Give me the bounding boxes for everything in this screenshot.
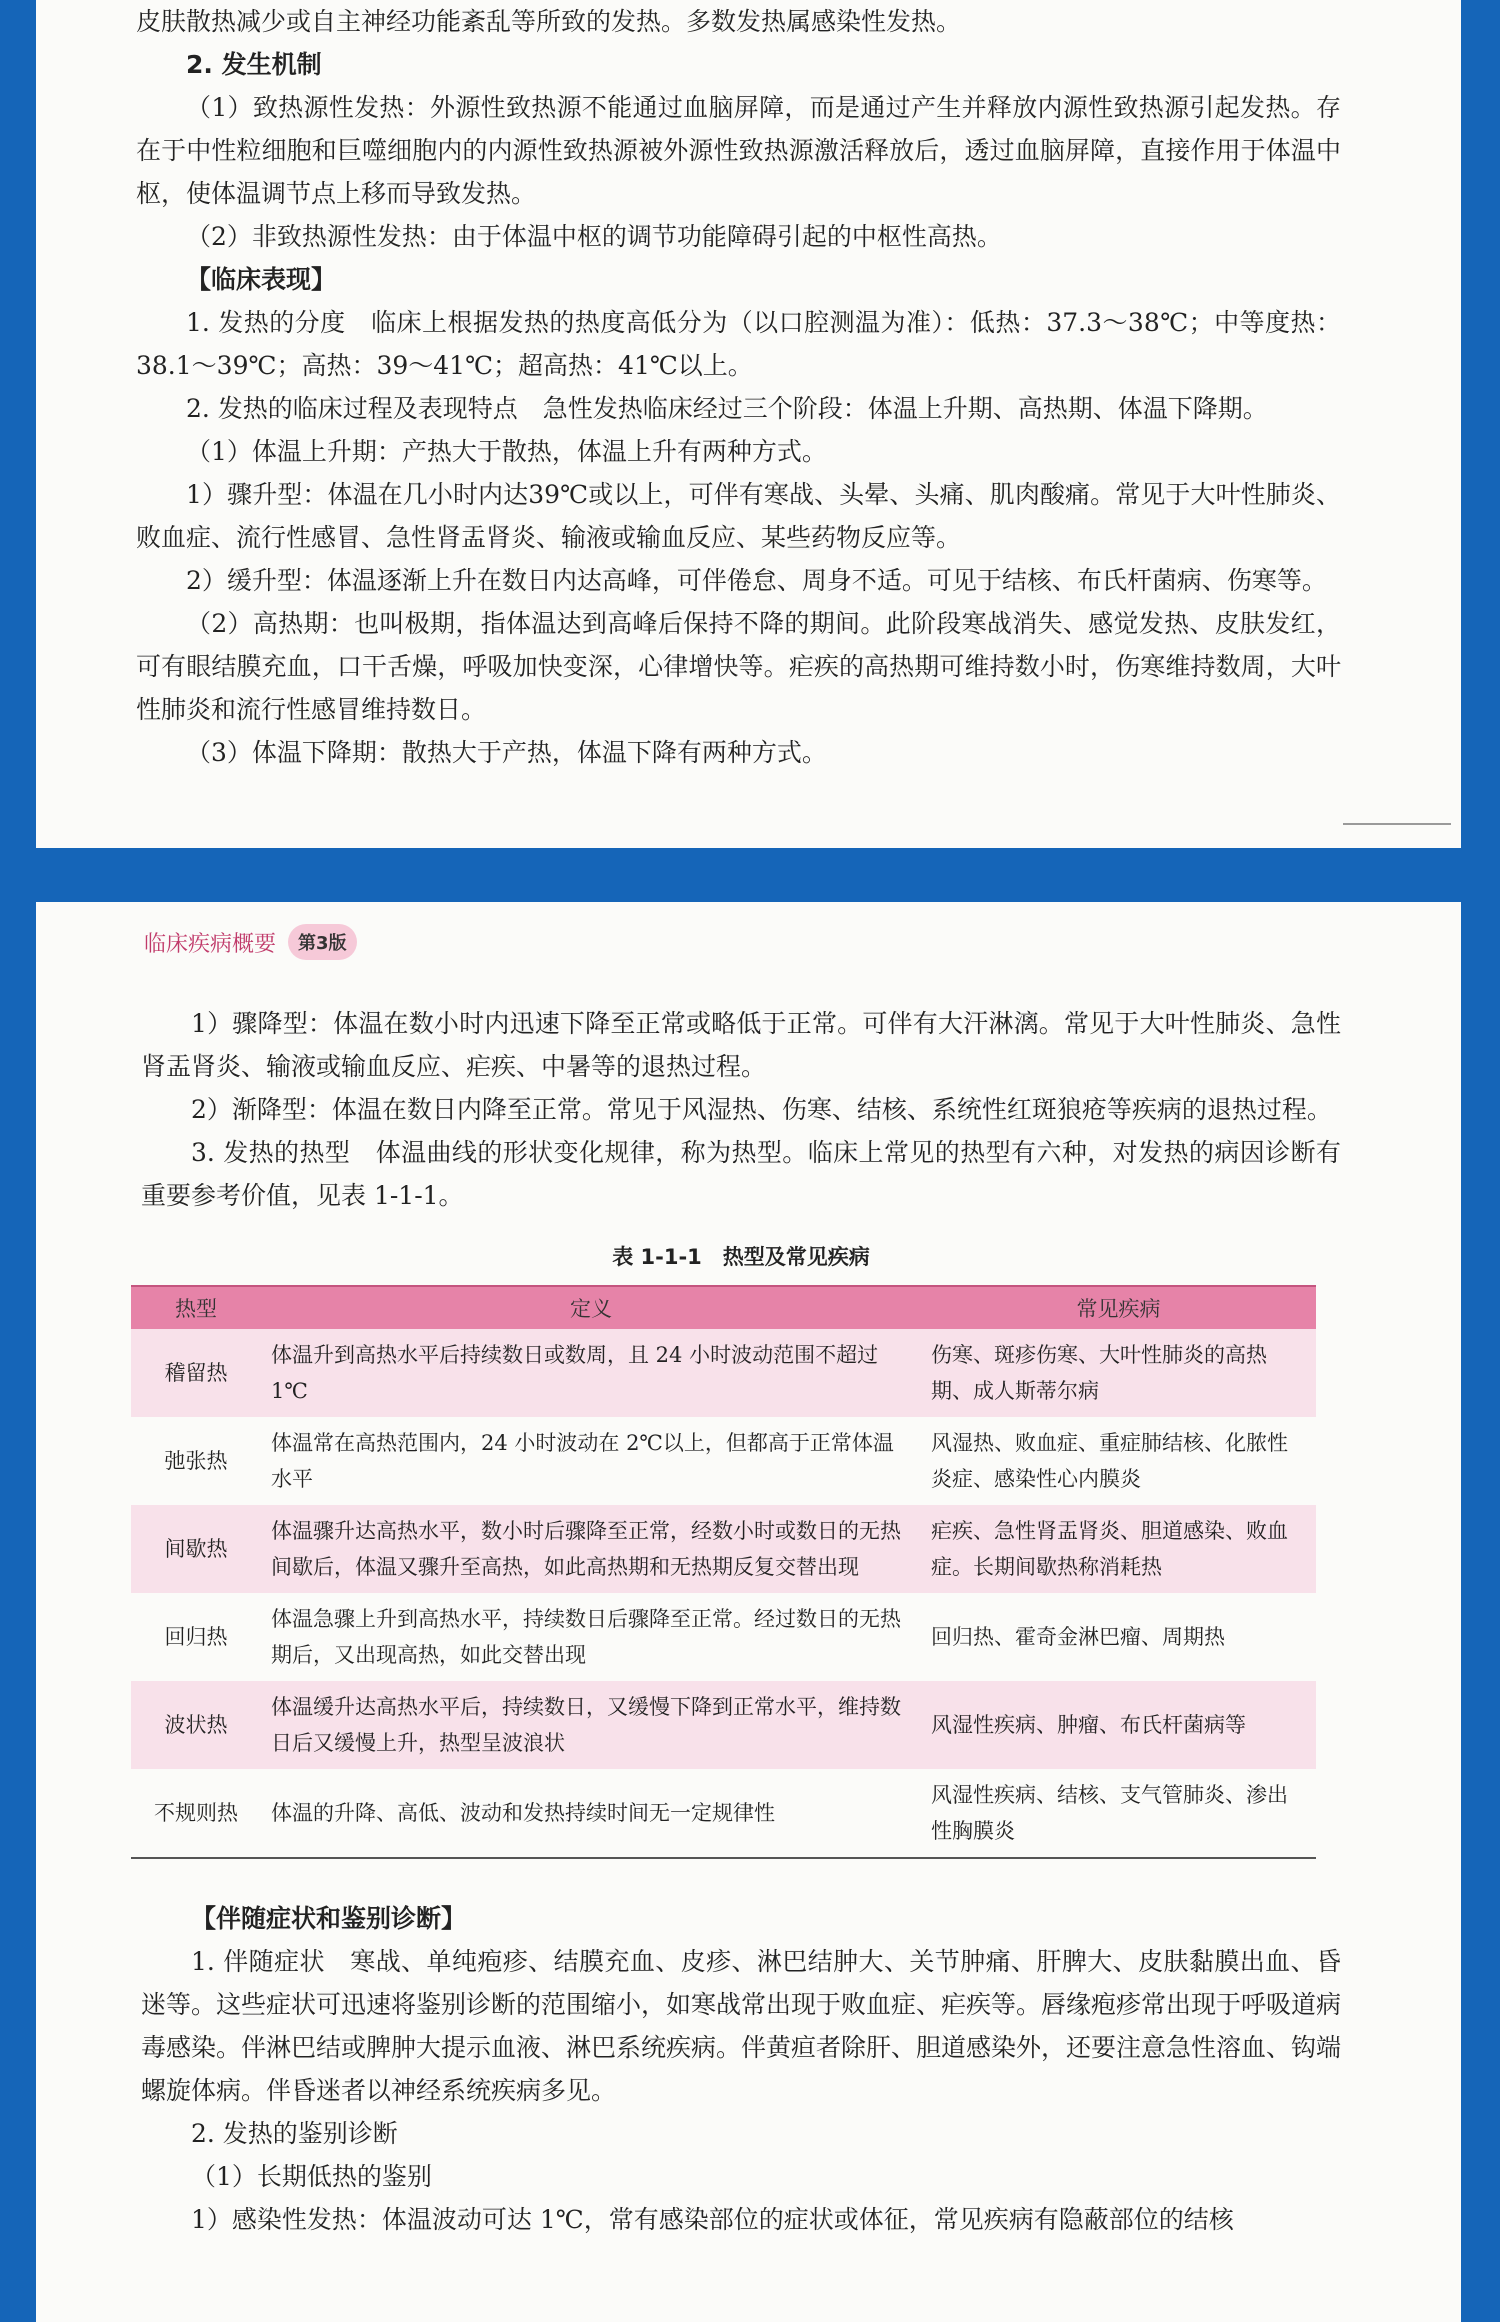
fever-type-cell: 弛张热 [131, 1417, 261, 1505]
upper-page [36, 0, 1461, 848]
fever-type-cell: 回归热 [131, 1593, 261, 1681]
table-row [131, 1593, 1316, 1681]
paragraph: 2. 发热的鉴别诊断 [191, 2119, 398, 2148]
fever-type-cell: 波状热 [131, 1681, 261, 1769]
upper-page-text [136, 0, 1341, 774]
paragraph: （2）非致热源性发热：由于体温中枢的调节功能障碍引起的中枢性高热。 [186, 222, 1002, 251]
paragraph: （1）长期低热的鉴别 [191, 2162, 432, 2191]
definition-cell: 体温急骤上升到高热水平，持续数日后骤降至正常。经过数日的无热期后，又出现高热，如此交替出现 [261, 1593, 921, 1681]
paragraph: 1）骤降型：体温在数小时内迅速下降至正常或略低于正常。可伴有大汗淋漓。常见于大叶性肺炎、急性肾盂肾炎、输液或输血反应、疟疾、中暑等的退热过程。 [141, 1009, 1341, 1081]
table-row [131, 1505, 1316, 1593]
book-title: 临床疾病概要 [144, 931, 277, 957]
section-heading: 【临床表现】 [186, 265, 337, 294]
definition-cell: 体温常在高热范围内，24 小时波动在 2℃以上，但都高于正常体温水平 [261, 1417, 921, 1505]
paragraph: 2）渐降型：体温在数日内降至正常。常见于风湿热、伤寒、结核、系统性红斑狼疮等疾病的退热过程。 [191, 1095, 1332, 1124]
paragraph: 2）缓升型：体温逐渐上升在数日内达高峰，可伴倦怠、周身不适。可见于结核、布氏杆菌病、伤寒等。 [186, 566, 1327, 595]
paragraph: （1）体温上升期：产热大于散热，体温上升有两种方式。 [186, 437, 827, 466]
diseases-cell: 风湿性疾病、肿瘤、布氏杆菌病等 [921, 1681, 1316, 1769]
paragraph: 3. 发热的热型 体温曲线的形状变化规律，称为热型。临床上常见的热型有六种，对发热的病因诊断有重要参考价值，见表 1-1-1。 [141, 1138, 1341, 1210]
fever-type-cell: 稽留热 [131, 1329, 261, 1417]
fever-type-cell: 间歇热 [131, 1505, 261, 1593]
edition-badge: 第3版 [288, 924, 357, 960]
text-before-table [141, 1002, 1341, 1217]
table-header-row [131, 1286, 1316, 1329]
header-definition: 定义 [261, 1286, 921, 1329]
definition-cell: 体温升到高热水平后持续数日或数周，且 24 小时波动范围不超过 1℃ [261, 1329, 921, 1417]
table-row [131, 1769, 1316, 1858]
definition-cell: 体温缓升达高热水平后，持续数日，又缓慢下降到正常水平，维持数日后又缓慢上升，热型呈波浪状 [261, 1681, 921, 1769]
text-after-table [141, 1897, 1341, 2241]
section-heading: 【伴随症状和鉴别诊断】 [191, 1904, 467, 1933]
paragraph: 皮肤散热减少或自主神经功能紊乱等所致的发热。多数发热属感染性发热。 [136, 7, 962, 36]
paragraph: 1. 伴随症状 寒战、单纯疱疹、结膜充血、皮疹、淋巴结肿大、关节肿痛、肝脾大、皮肤黏膜出血、昏迷等。这些症状可迅速将鉴别诊断的范围缩小，如寒战常出现于败血症、疟疾等。唇缘疱疹常出现于呼吸道病毒感染。伴淋巴结或脾肿大提示血液、淋巴系统疾病。伴黄疸者除肝、胆道感染外，还要注意急性溶血、钩端螺旋体病。伴昏迷者以神经系统疾病多见。 [141, 1947, 1342, 2105]
page-end-rule [1343, 823, 1451, 825]
fever-type-cell: 不规则热 [131, 1769, 261, 1858]
paragraph: 1）骤升型：体温在几小时内达39℃或以上，可伴有寒战、头晕、头痛、肌肉酸痛。常见于大叶性肺炎、败血症、流行性感冒、急性肾盂肾炎、输液或输血反应、某些药物反应等。 [136, 480, 1341, 552]
header-diseases: 常见疾病 [921, 1286, 1316, 1329]
diseases-cell: 回归热、霍奇金淋巴瘤、周期热 [921, 1593, 1316, 1681]
paragraph: 2. 发热的临床过程及表现特点 急性发热临床经过三个阶段：体温上升期、高热期、体温下降期。 [186, 394, 1268, 423]
lower-page [36, 902, 1461, 2322]
paragraph: 1. 发热的分度 临床上根据发热的热度高低分为（以口腔测温为准）：低热：37.3～38℃；中等度热：38.1～39℃；高热：39～41℃；超高热：41℃以上。 [136, 308, 1341, 380]
header-fever-type: 热型 [131, 1286, 261, 1329]
table-row [131, 1329, 1316, 1417]
lower-page-text [141, 1002, 1341, 2241]
diseases-cell: 伤寒、斑疹伤寒、大叶性肺炎的高热期、成人斯蒂尔病 [921, 1329, 1316, 1417]
diseases-cell: 风湿性疾病、结核、支气管肺炎、渗出性胸膜炎 [921, 1769, 1316, 1858]
definition-cell: 体温的升降、高低、波动和发热持续时间无一定规律性 [261, 1769, 921, 1858]
fever-type-table [131, 1285, 1316, 1859]
diseases-cell: 风湿热、败血症、重症肺结核、化脓性炎症、感染性心内膜炎 [921, 1417, 1316, 1505]
table-row [131, 1417, 1316, 1505]
paragraph: （1）致热源性发热：外源性致热源不能通过血脑屏障，而是通过产生并释放内源性致热源引起发热。存在于中性粒细胞和巨噬细胞内的内源性致热源被外源性致热源激活释放后，透过血脑屏障，直接作用于体温中枢，使体温调节点上移而导致发热。 [136, 93, 1341, 208]
running-header [144, 924, 357, 960]
definition-cell: 体温骤升达高热水平，数小时后骤降至正常，经数小时或数日的无热间歇后，体温又骤升至高热，如此高热期和无热期反复交替出现 [261, 1505, 921, 1593]
section-heading: 2. 发生机制 [186, 50, 322, 79]
table-caption: 表 1-1-1 热型及常见疾病 [612, 1245, 870, 1269]
table-row [131, 1681, 1316, 1769]
paragraph: 1）感染性发热：体温波动可达 1℃，常有感染部位的症状或体征，常见疾病有隐蔽部位的结核 [191, 2205, 1234, 2234]
paragraph: （2）高热期：也叫极期，指体温达到高峰后保持不降的期间。此阶段寒战消失、感觉发热、皮肤发红，可有眼结膜充血，口干舌燥，呼吸加快变深，心律增快等。疟疾的高热期可维持数小时，伤寒维持数周，大叶性肺炎和流行性感冒维持数日。 [136, 609, 1341, 724]
paragraph: （3）体温下降期：散热大于产热，体温下降有两种方式。 [186, 738, 827, 767]
diseases-cell: 疟疾、急性肾盂肾炎、胆道感染、败血症。长期间歇热称消耗热 [921, 1505, 1316, 1593]
